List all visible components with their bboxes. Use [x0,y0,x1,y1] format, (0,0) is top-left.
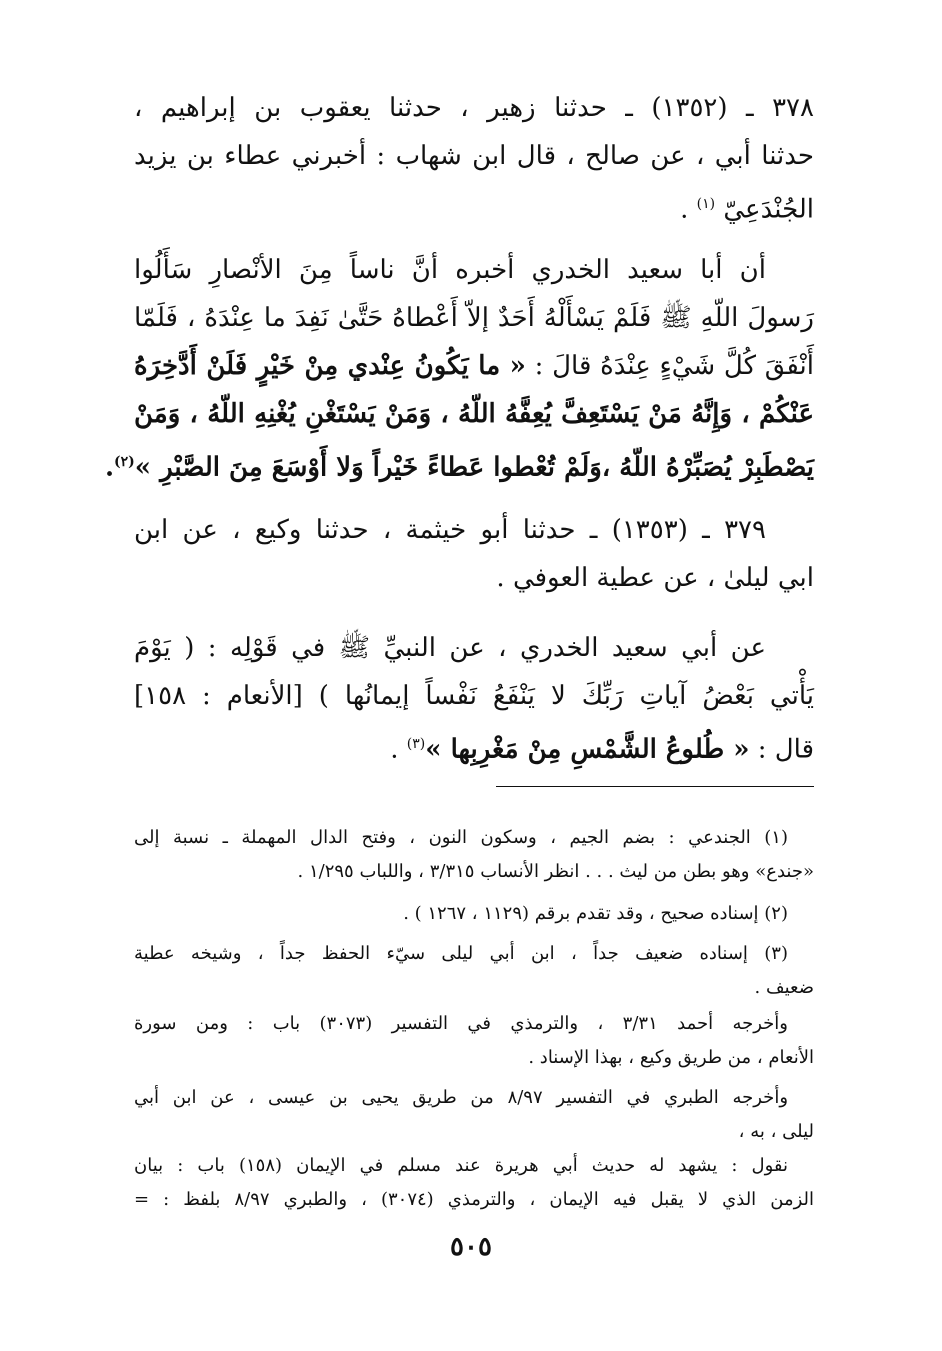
footnote-2: (٢) إسناده صحيح ، وقد تقدم برقم (١١٢٩ ، ١٢٦٧ ) . [403,903,788,924]
matn-text: قال : [757,734,814,765]
prophetic-quote: « طُلوعُ الشَّمْسِ مِنْ مَغْرِبِها » [425,734,750,765]
hadith-379-line-1: ٣٧٩ ـ (١٣٥٣) ـ حدثنا أبو خيثمة ، حدثنا وكيع ، عن ابن [134,515,766,545]
footnote-3-line-6: ليلى ، به ، [738,1121,814,1142]
hadith-379-matn-line-1: عن أبي سعيد الخدري ، عن النبيِّ ﷺ في قَوْلِه : ( يَوْمَ [134,633,766,663]
footnote-1-line-1: (١) الجندعي : بضم الجيم ، وسكون النون ، وفتح الدال المهملة ـ نسبة إلى [134,827,788,848]
hadith-378-matn-line-2: رَسولَ اللّهِ ﷺ فَلَمْ يَسْأَلْهُ أَحَدٌ إلاّ أَعْطاهُ حَتَّىٰ نَفِدَ ما عِنْدَهُ ، فَلَمّا [134,303,814,333]
narrator-name: الجُنْدَعِيّ [723,194,814,225]
footnote-ref-3: (٣) [406,736,426,752]
hadith-379-matn-line-3 [134,722,814,768]
footnote-3-line-2: ضعيف . [754,977,814,998]
footnote-3-line-3: وأخرجه أحمد ٣/٣١ ، والترمذي في التفسير (٣٠٧٣) باب : ومن سورة [134,1013,788,1034]
footnote-3-line-4: الأنعام ، من طريق وكيع ، بهذا الإسناد . [528,1047,814,1068]
footnote-separator [496,786,814,787]
prophetic-quote-end: يَصْطَبِرْ يُصَبِّرْهُ اللّهُ ،وَلَمْ تُعْطوا عَطاءً خَيْراً وَلا أَوْسَعَ مِنَ الصَّبْرِ » [134,452,814,483]
hadith-378-matn-line-3 [134,344,814,390]
prophetic-quote: « ما يَكُونُ عِنْدي مِنْ خَيْرٍ فَلَنْ أَدَّخِرَهُ [134,351,526,381]
footnote-3-line-1: (٣) إسناده ضعيف جداً ، ابن أبي ليلى سيّء الحفظ جداً ، وشيخه عطية [134,943,788,964]
hadith-378-matn-line-1: أن أبا سعيد الخدري أخبره أنَّ ناساً مِنَ الأنْصارِ سَأَلُوا [134,255,766,285]
hadith-378-matn-line-5 [104,440,814,486]
footnote-ref-1: (١) [696,196,716,212]
hadith-378-line-1: ٣٧٨ ـ (١٣٥٢) ـ حدثنا زهير ، حدثنا يعقوب بن إبراهيم ، [134,93,814,123]
end-mark: . [680,194,689,225]
hadith-378-line-2: حدثنا أبي ، عن صالح ، قال ابن شهاب : أخبرني عطاء بن يزيد [134,141,814,171]
page-number: ٥٠٥ [450,1232,492,1262]
hadith-378-matn-line-4: عَنْكُمْ ، وَإِنَّهُ مَنْ يَسْتَعِفَّ يُعِفَّهُ اللّهُ ، وَمَنْ يَسْتَغْنِ يُغْنِهِ اللّهُ ، وَمَنْ [134,399,814,429]
footnote-3-line-7: نقول : يشهد له حديث أبي هريرة عند مسلم في الإيمان (١٥٨) باب : بيان [134,1155,788,1176]
footnote-1-line-2: «جندع» وهو بطن من ليث . . . انظر الأنساب ٣/٣١٥ ، واللباب ١/٢٩٥ . [297,861,814,882]
end-mark: . [390,734,399,765]
hadith-379-line-2: ابي ليلىٰ ، عن عطية العوفي . [496,563,814,593]
footnote-3-line-8: الزمن الذي لا يقبل فيه الإيمان ، والترمذي (٣٠٧٤) ، والطبري ٨/٩٧ بلفظ : = [134,1189,815,1210]
end-mark: . [104,452,114,483]
hadith-379-matn-line-2: يَأْتي بَعْضُ آياتِ رَبِّكَ لا يَنْفَعُ نَفْساً إيمانُها ) [الأنعام : ١٥٨] [134,681,814,711]
footnote-ref-2: (٢) [114,454,135,470]
footnote-3-line-5: وأخرجه الطبري في التفسير ٨/٩٧ من طريق يحيى بن عيسى ، عن ابن أبي [134,1087,789,1108]
hadith-378-line-3 [134,182,814,228]
matn-text: أَنْفَقَ كُلَّ شَيْءٍ عِنْدَهُ قالَ : [534,351,815,381]
